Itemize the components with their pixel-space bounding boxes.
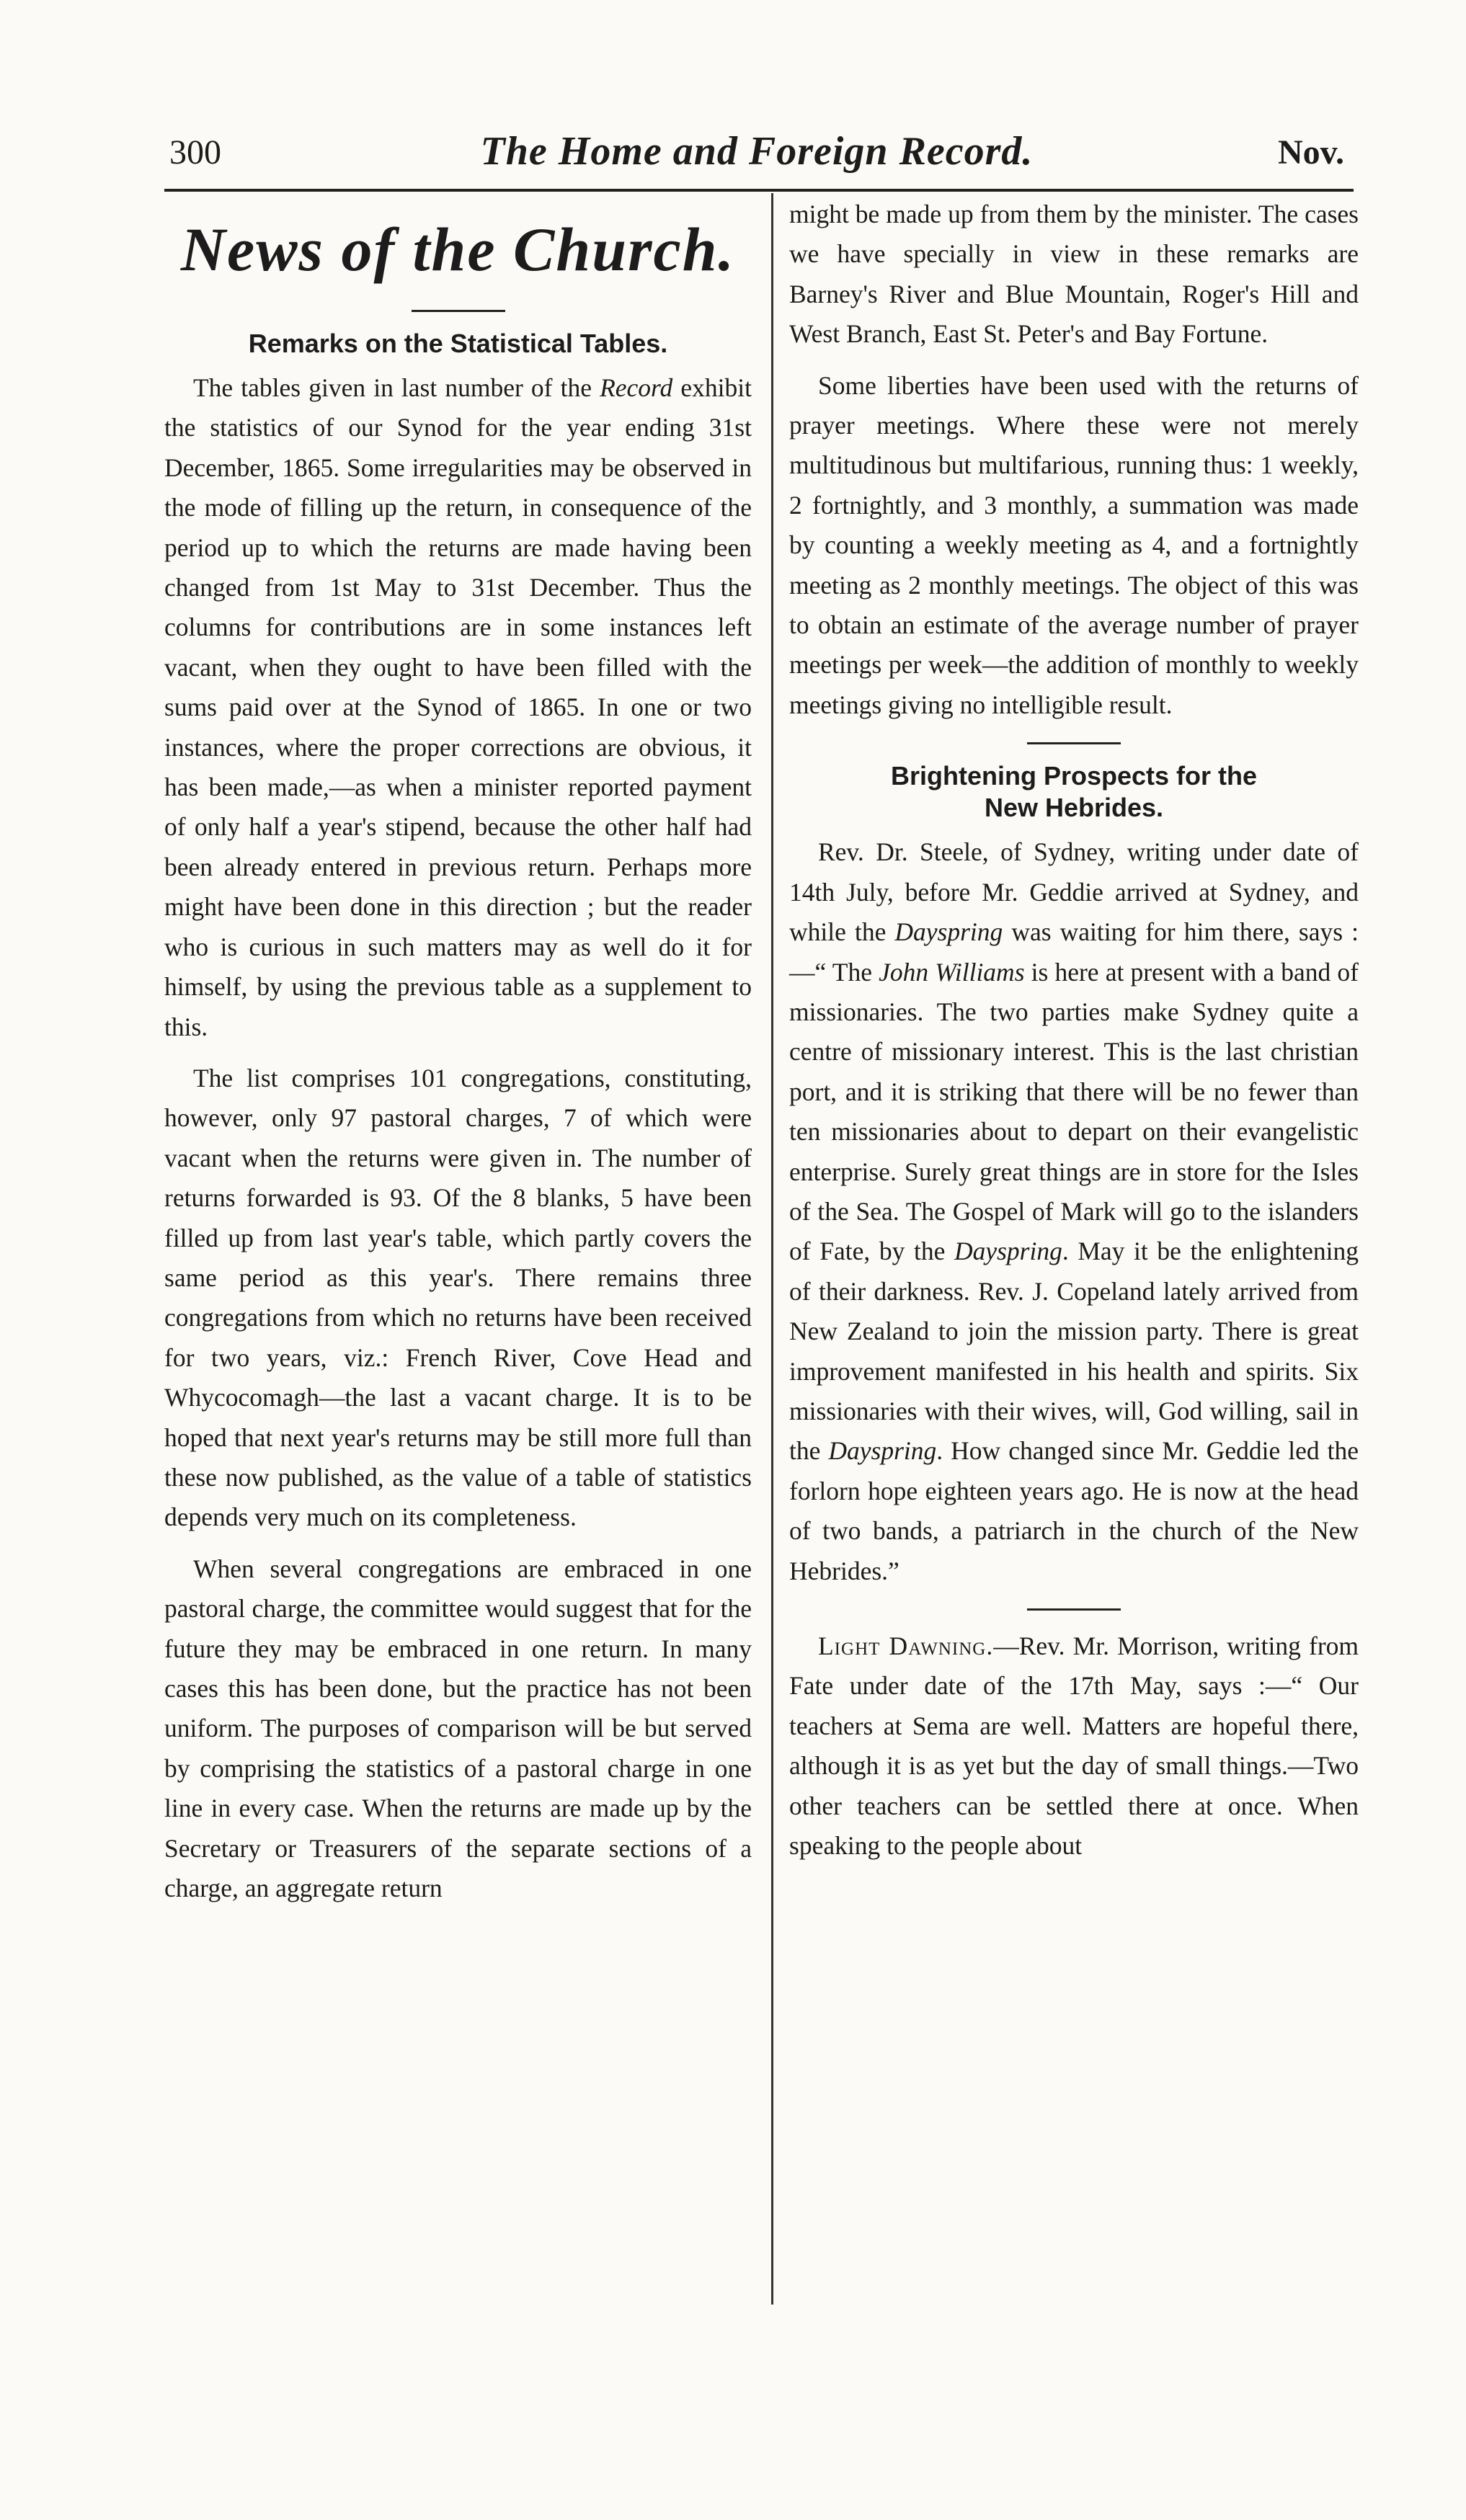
section-title-statistics: Remarks on the Statistical Tables. — [248, 329, 668, 358]
masthead-rule — [412, 310, 505, 312]
section-title-line-1: Brightening Prospects for the — [890, 761, 1258, 791]
section-rule — [1027, 742, 1121, 744]
section-title-line-2: New Hebrides. — [984, 793, 1164, 823]
paragraph-continued: might be made up from them by the minister. The cases we have specially in view in these remarks are Barney's River and Blue Mountain, Roger's Hill and West Branch, East St. Peter's and Bay Fortune. — [789, 200, 1359, 349]
ship-name: Dayspring — [828, 1436, 937, 1466]
paragraph-light-dawning: Light Dawning.—Rev. Mr. Morrison, writing from Fate under date of the 17th May, says :—“ Our teachers at Sema are well. Matters are hopeful there, although it is as yet but the day of small things.—Two other teachers can be settled there at once. When speaking to the people about — [789, 1631, 1359, 1861]
running-header — [169, 128, 1344, 186]
page-number: 300 — [169, 133, 221, 172]
paragraph-steele: Rev. Dr. Steele, of Sydney, writing under date of 14th July, before Mr. Geddie arrived at Sydney, and while the Dayspring was waiting for him there, says :—“ The John Williams is here at present with a band of missionaries. The two parties make Sydney quite a centre of missionary interest. This is the last christian port, and it is striking that there will be no fewer than ten missionaries about to depart on their evangelistic enterprise. Surely great things are in store for the Isles of the Sea. The Gospel of Mark will go to the islanders of Fate, by the Dayspring. May it be the enlightening of their darkness. Rev. J. Copeland lately arrived from New Zealand to join the mission party. There is great improvement manifested in his health and spirits. Six missionaries with their wives, will, God willing, sail in the Dayspring. How changed since Mr. Geddie led the forlorn hope eighteen years ago. He is now at the head of two bands, a patriarch in the church of the New Hebrides.” — [789, 837, 1359, 1585]
record-title: Record — [600, 373, 673, 402]
right-column — [789, 195, 1359, 1866]
masthead: News of the Church. — [180, 215, 736, 284]
ship-name: Dayspring — [954, 1237, 1062, 1266]
left-column — [164, 195, 752, 1908]
header-rule — [164, 189, 1354, 192]
column-divider — [771, 193, 773, 2305]
issue-month: Nov. — [1277, 133, 1344, 172]
section-rule — [1027, 1608, 1121, 1611]
section-title-new-hebrides — [789, 760, 1359, 824]
paragraph-congregations: When several congregations are embraced in one pastoral charge, the committee would suggest that for the future they may be embraced in one return. In many cases this has been done, but the practice has not been uniform. The purposes of comparison will be but served by comprising the statistics of a pastoral charge in one line in every case. When the returns are made up by the Secretary or Treasurers of the separate sections of a charge, an aggregate return — [164, 1554, 752, 1903]
run-in-heading: Light Dawning. — [818, 1631, 994, 1660]
paragraph-list: The list comprises 101 congregations, constituting, however, only 97 pastoral charges, 7 of which were vacant when the returns were given in. The number of returns forwarded is 93. Of the 8 blanks, 5 have been filled up from last year's table, which partly covers the same period as this year's. There remains three congregations from which no returns have been received for two years, viz.: French River, Cove Head and Whycocomagh—the last a vacant charge. It is to be hoped that next year's returns may be still more full than these now published, as the value of a table of statistics depends very much on its completeness. — [164, 1063, 752, 1532]
ship-name: Dayspring — [894, 917, 1003, 947]
paragraph-prayer-meetings: Some liberties have been used with the returns of prayer meetings. Where these were not merely multitudinous but multifarious, running thus: 1 weekly, 2 fortnightly, and 3 monthly, a summation was made by counting a weekly meeting as 4, and a fortnightly meeting as 2 monthly meetings. The object of this was to obtain an estimate of the average number of prayer meetings per week—the addition of monthly to weekly meetings giving no intelligible result. — [789, 370, 1359, 719]
paragraph-tables: The tables given in last number of the Record exhibit the statistics of our Synod for the year ending 31st December, 1865. Some irregularities may be observed in the mode of filling up the return, in consequence of the period up to which the returns are made having been changed from 1st May to 31st December. Thus the columns for contributions are in some instances left vacant, when they ought to have been filled with the sums paid over at the Synod of 1865. In one or two instances, where the proper corrections are obvious, it has been made,—as when a minister reported payment of only half a year's stipend, because the other half had been already entered in previous return. Perhaps more might have been done in this direction ; but the reader who is curious in such matters may as well do it for himself, by using the previous table as a supplement to this. — [164, 373, 752, 1041]
ship-name: John Williams — [879, 957, 1025, 987]
publication-title: The Home and Foreign Record. — [480, 129, 1034, 174]
